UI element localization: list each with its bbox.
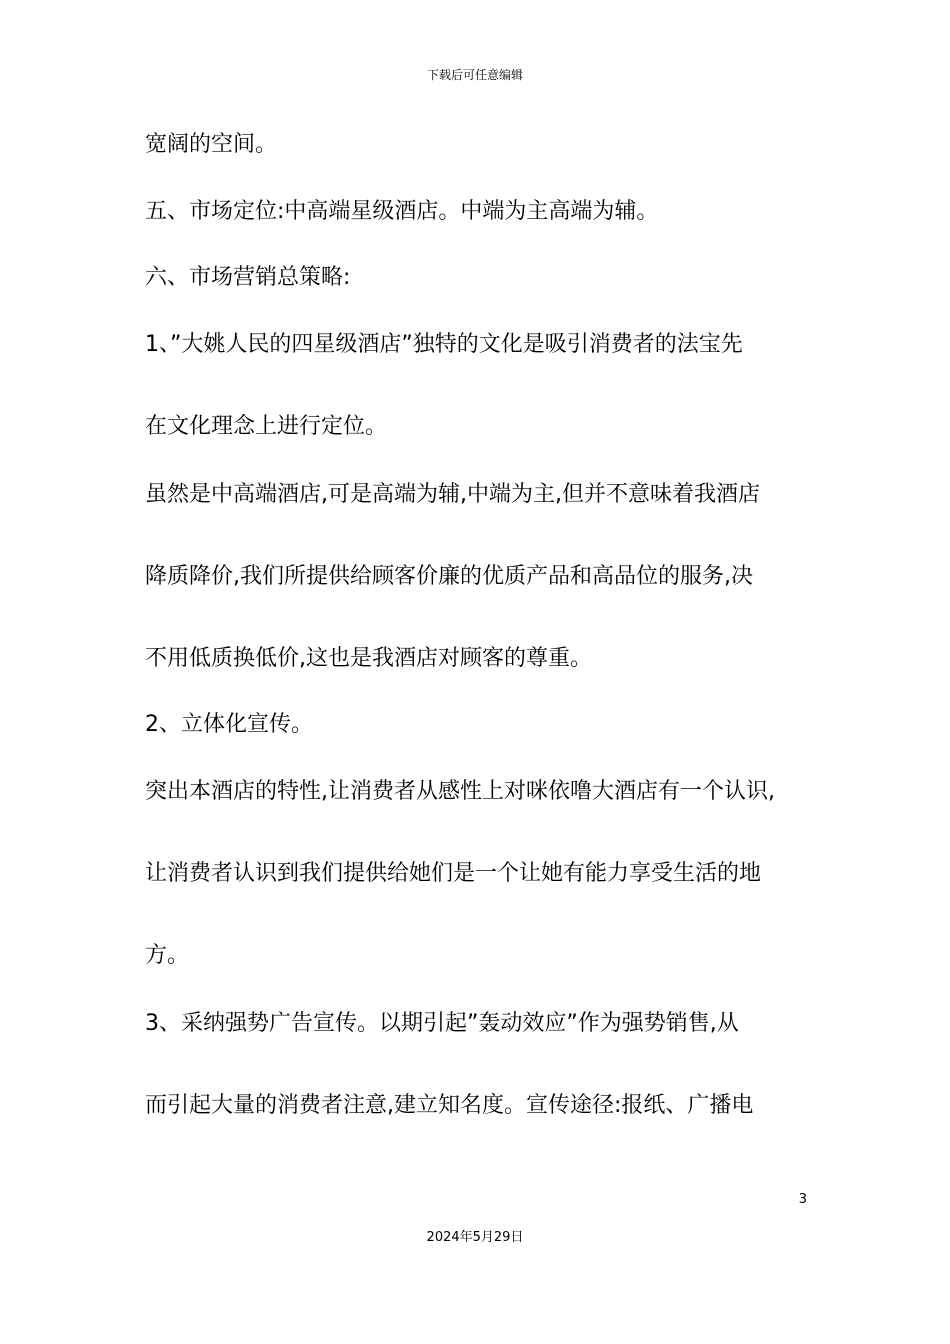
text-line: 让消费者认识到我们提供给她们是一个让她有能力享受生活的地 — [145, 861, 762, 886]
text-line: 而引起大量的消费者注意,建立知名度。宣传途径:报纸、广播电 — [145, 1093, 754, 1118]
text-line: 3、采纳强势广告宣传。以期引起”轰动效应”作为强势销售,从 — [145, 1011, 739, 1036]
text-line: 在文化理念上进行定位。 — [145, 414, 388, 439]
text-line: 不用低质换低价,这也是我酒店对顾客的尊重。 — [145, 646, 592, 671]
page-header: 下载后可任意编辑 — [426, 68, 523, 82]
text-line: 六、市场营销总策略: — [145, 265, 351, 290]
text-line: 宽阔的空间。 — [145, 132, 278, 157]
text-line: 突出本酒店的特性,让消费者从感性上对咪依噜大酒店有一个认识, — [145, 779, 775, 804]
text-line: 降质降价,我们所提供给顾客价廉的优质产品和高品位的服务,决 — [145, 564, 753, 589]
text-line: 五、市场定位:中高端星级酒店。中端为主高端为辅。 — [145, 199, 659, 224]
text-line: 1、”大姚人民的四星级酒店”独特的文化是吸引消费者的法宝先 — [145, 332, 743, 357]
text-line: 虽然是中高端酒店,可是高端为辅,中端为主,但并不意味着我酒店 — [145, 482, 760, 507]
footer-date: 2024年5月29日 — [426, 1230, 524, 1245]
text-line: 方。 — [145, 943, 190, 968]
text-line: 2、立体化宣传。 — [145, 712, 313, 737]
page-number: 3 — [798, 1192, 807, 1207]
